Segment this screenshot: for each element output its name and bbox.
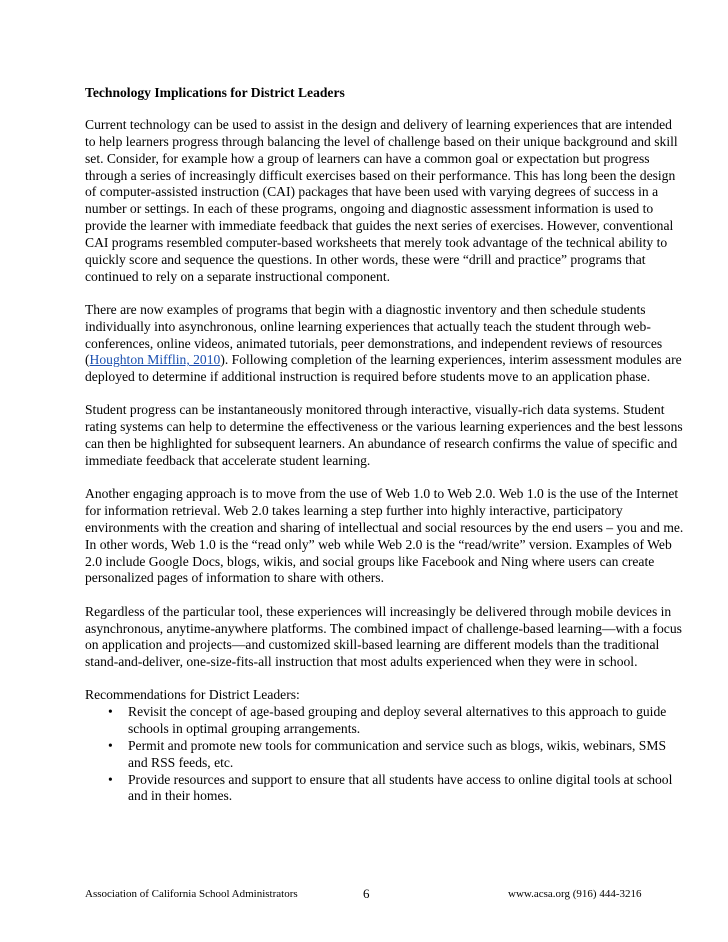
paragraph-student-progress: Student progress can be instantaneously monitored through interactive, visually-rich data systems. Student rating systems can help to determine the effectiveness or the various learning experiences and the best lessons can then be highlighted for subsequent learners. An abundance of research confirms the value of specific and immediate feedback that accelerate student learning. — [85, 402, 683, 468]
footer-organization: Association of California School Administrators — [85, 888, 298, 900]
page-footer — [85, 886, 645, 900]
bullet-icon: • — [108, 737, 113, 753]
recommendation-item — [85, 704, 685, 738]
recommendation-text: Permit and promote new tools for communication and service such as blogs, wikis, webinars, SMS and RSS feeds, etc. — [128, 737, 667, 770]
paragraph-diagnostic-programs — [85, 302, 685, 386]
section-heading: Technology Implications for District Leaders — [85, 85, 345, 100]
paragraph-web-2-0: Another engaging approach is to move from the use of Web 1.0 to Web 2.0. Web 1.0 is the use of the Internet for information retrieval. Web 2.0 takes learning a step further into highly interactive, participatory environments with the creation and sharing of intellectual and social resources by the end users – you and me. In other words, Web 1.0 is the “read only” web while Web 2.0 is the “read/write” version. Examples of Web 2.0 include Google Docs, blogs, wikis, and social groups like Facebook and Ning where users can create personalized pages of information to share with others. — [85, 486, 684, 586]
paragraph-cai: Current technology can be used to assist in the design and delivery of learning experiences that are intended to help learners progress through balancing the level of challenge based on their unique background and skill set. Consider, for example how a group of learners can have a common goal or expectation but progress through a series of increasingly difficult exercises based on their performance. This has long been the design of computer-assisted instruction (CAI) packages that have been used with varying degrees of success in a number or settings. In each of these programs, ongoing and diagnostic assessment information is used to provide the learner with immediate feedback that guides the next series of exercises. However, conventional CAI programs resembled computer-based worksheets that merely took advantage of the technical ability to quickly score and sequence the questions. In other words, these were “drill and practice” programs that continued to rely on a separate instructional component. — [85, 117, 678, 284]
recommendations-list — [85, 704, 685, 805]
bullet-icon: • — [108, 704, 113, 720]
paragraph-mobile-devices: Regardless of the particular tool, these experiences will increasingly be delivered through mobile devices in asynchronous, anytime-anywhere platforms. The combined impact of challenge-based learning—with a focus on application and projects—and customized skill-based learning are different models than the traditional stand-and-deliver, one-size-fits-all instruction that most adults experienced when they were in school. — [85, 603, 682, 670]
paragraph-text-before-link: There are now examples of programs that begin with a diagnostic inventory and then schedule students individually into asynchronous, online learning experiences that actually teach the student through web-conferences, online videos, animated tutorials, peer demonstrations, and independent reviews of resources ( — [85, 301, 663, 368]
recommendation-item — [85, 772, 685, 806]
recommendation-text: Revisit the concept of age-based grouping and deploy several alternatives to this approach to guide schools in optimal grouping arrangements. — [128, 704, 667, 737]
footer-page-number: 6 — [363, 886, 370, 900]
recommendations-title: Recommendations for District Leaders: — [85, 687, 300, 703]
recommendation-item — [85, 738, 685, 772]
footer-contact: www.acsa.org (916) 444-3216 — [508, 888, 642, 900]
document-page — [85, 84, 685, 805]
recommendation-text: Provide resources and support to ensure that all students have access to online digital tools at school and in their homes. — [128, 771, 673, 804]
citation-link-houghton-mifflin[interactable]: Houghton Mifflin, 2010 — [89, 352, 221, 368]
bullet-icon: • — [108, 771, 113, 787]
paragraph-text-after-link: ). Following completion of the learning experiences, interim assessment modules are deployed to determine if additional instruction is required before students move to an application phase. — [85, 352, 682, 385]
